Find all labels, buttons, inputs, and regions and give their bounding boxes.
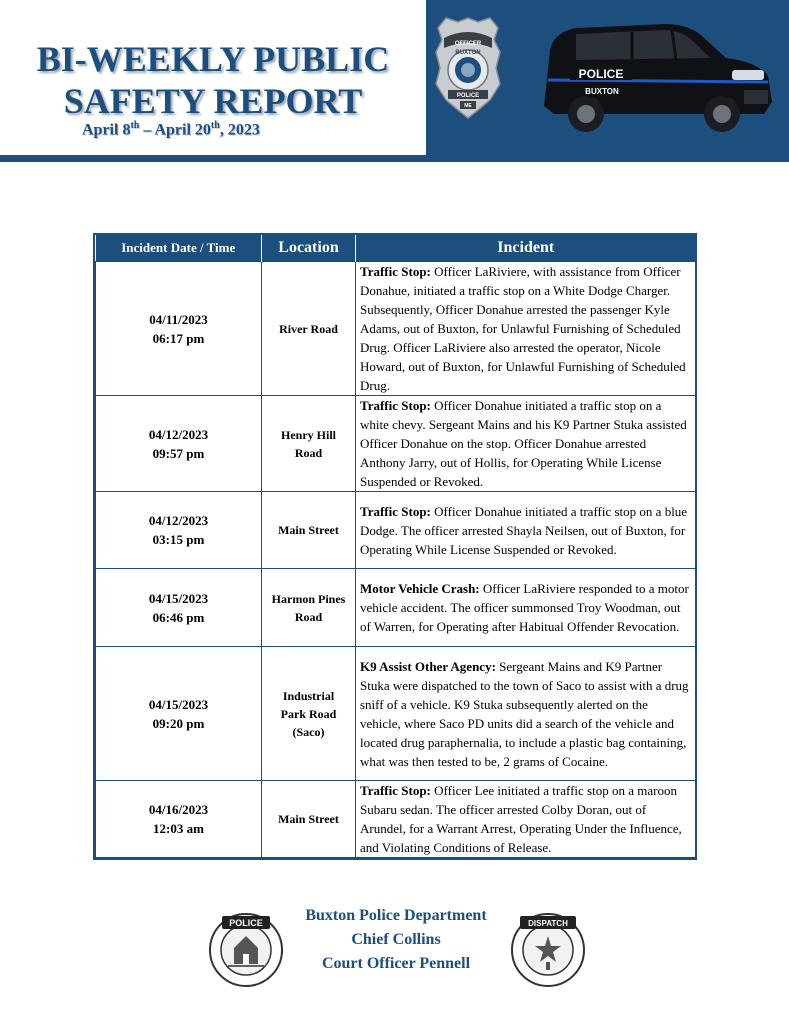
incident-description bbox=[356, 781, 696, 858]
incident-text: Officer LaRiviere, with assistance from Officer Donahue, initiated a traffic stop on a White Dodge Charger. Subsequently, Officer Donahue arrested the passenger Kyle Adams, out of Buxton, for Unlawful Furnishing of Scheduled Drug. Officer LaRiviere also arrested the operator, Nicole Howard, out of Buxton, for Unlawful Furnishing of Scheduled Drug. bbox=[360, 264, 686, 393]
column-header-location: Location bbox=[262, 235, 356, 262]
incident-type: K9 Assist Other Agency: bbox=[360, 658, 496, 674]
vehicle-police-text: POLICE bbox=[578, 67, 624, 81]
incident-location: River Road bbox=[262, 262, 356, 396]
incident-text: Officer Donahue initiated a traffic stop on a white chevy. Sergeant Mains and his K9 Partner Stuka assisted Officer Donahue on the stop. Officer Donahue arrested Anthony Jarry, out of Hollis, for Operating While License Suspended or Revoked. bbox=[360, 398, 687, 489]
incident-time: 03:15 pm bbox=[152, 532, 205, 547]
table-header-row bbox=[96, 235, 696, 262]
table-row bbox=[96, 262, 696, 396]
incident-type: Traffic Stop: bbox=[360, 783, 431, 798]
incident-description bbox=[356, 492, 696, 569]
incident-location-text: Henry Hill Road bbox=[281, 427, 336, 460]
dispatch-seal-icon bbox=[510, 912, 586, 988]
incident-date: 04/16/2023 bbox=[148, 802, 209, 817]
badge-state-text: ME bbox=[464, 103, 472, 109]
incident-text: Officer LaRiviere responded to a motor vehicle accident. The officer summonsed Troy Woodman, out of Warren, for Operating after Habitual Offender Revocation. bbox=[360, 581, 689, 634]
incident-date-time bbox=[96, 262, 262, 396]
footer-court-officer: Court Officer Pennell bbox=[321, 955, 471, 972]
incident-time: 09:57 pm bbox=[152, 445, 205, 461]
incident-date-time bbox=[96, 396, 262, 492]
badge-officer-text: OFFICER bbox=[454, 41, 482, 47]
report-title-line1: BI-WEEKLY PUBLIC bbox=[36, 39, 390, 79]
table-row bbox=[96, 781, 696, 858]
column-header-incident: Incident bbox=[356, 235, 696, 262]
police-seal-icon bbox=[208, 912, 284, 988]
incident-description bbox=[356, 647, 696, 781]
footer-chief: Chief Collins bbox=[351, 931, 441, 948]
badge-police-text: POLICE bbox=[456, 93, 480, 99]
incident-time: 06:17 pm bbox=[152, 330, 205, 346]
incident-location bbox=[262, 396, 356, 492]
date-separator: – April 20 bbox=[139, 121, 211, 139]
incident-date-time bbox=[96, 781, 262, 858]
incident-date: 04/15/2023 bbox=[148, 696, 209, 712]
date-end-suffix: th bbox=[210, 120, 220, 131]
incident-date: 04/12/2023 bbox=[148, 426, 209, 442]
incident-date-time bbox=[96, 569, 262, 647]
seal-police-text: POLICE bbox=[229, 918, 263, 928]
seal-dispatch-text: DISPATCH bbox=[528, 919, 568, 928]
incident-location-text: Harmon Pines Road bbox=[271, 591, 346, 624]
table-row bbox=[96, 492, 696, 569]
incident-type: Traffic Stop: bbox=[360, 503, 431, 519]
incident-type: Motor Vehicle Crash: bbox=[360, 581, 480, 596]
incident-date: 04/12/2023 bbox=[148, 513, 209, 528]
incident-location bbox=[262, 569, 356, 647]
incident-table bbox=[93, 233, 697, 860]
incident-date-time bbox=[96, 492, 262, 569]
incident-location: Main Street bbox=[262, 781, 356, 858]
incident-description bbox=[356, 262, 696, 396]
incident-location bbox=[262, 647, 356, 781]
incident-location: Main Street bbox=[262, 492, 356, 569]
table-row bbox=[96, 396, 696, 492]
date-year: , 2023 bbox=[219, 121, 260, 139]
vehicle-town-text: BUXTON bbox=[585, 87, 619, 96]
incident-text: Sergeant Mains and K9 Partner Stuka were dispatched to the town of Saco to assist with a drug sniff of a vehicle. K9 Stuka subsequently alerted on the vehicle, where Saco PD units did a search of the vehicle and located drug paraphernalia, to include a plastic bag containing, what was then tested to be, 2 grams of Cocaine. bbox=[360, 658, 689, 769]
police-suv-icon bbox=[536, 10, 776, 140]
incident-type: Traffic Stop: bbox=[360, 398, 431, 413]
incident-description bbox=[356, 569, 696, 647]
incident-date-time bbox=[96, 647, 262, 781]
incident-time: 09:20 pm bbox=[152, 715, 205, 731]
date-start: April 8 bbox=[82, 121, 131, 139]
incident-description bbox=[356, 396, 696, 492]
incident-text: Officer Lee initiated a traffic stop on a maroon Subaru sedan. The officer arrested Colby Doran, out of Arundel, for a Warrant Arrest, Operating Under the Influence, and Violating Conditions of Release. bbox=[360, 783, 682, 855]
footer-department: Buxton Police Department bbox=[305, 907, 487, 924]
police-badge-icon bbox=[432, 14, 504, 120]
report-title-line2: SAFETY REPORT bbox=[63, 81, 363, 121]
incident-text: Officer Donahue initiated a traffic stop on a blue Dodge. The officer arrested Shayla Neilsen, out of Buxton, for Operating While License Suspended or Revoked. bbox=[360, 503, 688, 557]
incident-type: Traffic Stop: bbox=[360, 264, 431, 279]
incident-date: 04/11/2023 bbox=[149, 311, 208, 327]
incident-location-text: Industrial Park Road (Saco) bbox=[280, 688, 337, 739]
table-row bbox=[96, 569, 696, 647]
incident-time: 06:46 pm bbox=[152, 609, 205, 625]
badge-town-text: BUXTON bbox=[455, 50, 481, 56]
report-date-range bbox=[82, 120, 260, 139]
header-rule bbox=[0, 155, 789, 162]
incident-time: 12:03 am bbox=[153, 821, 204, 836]
column-header-date-time: Incident Date / Time bbox=[96, 235, 262, 262]
date-start-suffix: th bbox=[130, 120, 140, 131]
table-row bbox=[96, 647, 696, 781]
incident-date: 04/15/2023 bbox=[148, 590, 209, 606]
